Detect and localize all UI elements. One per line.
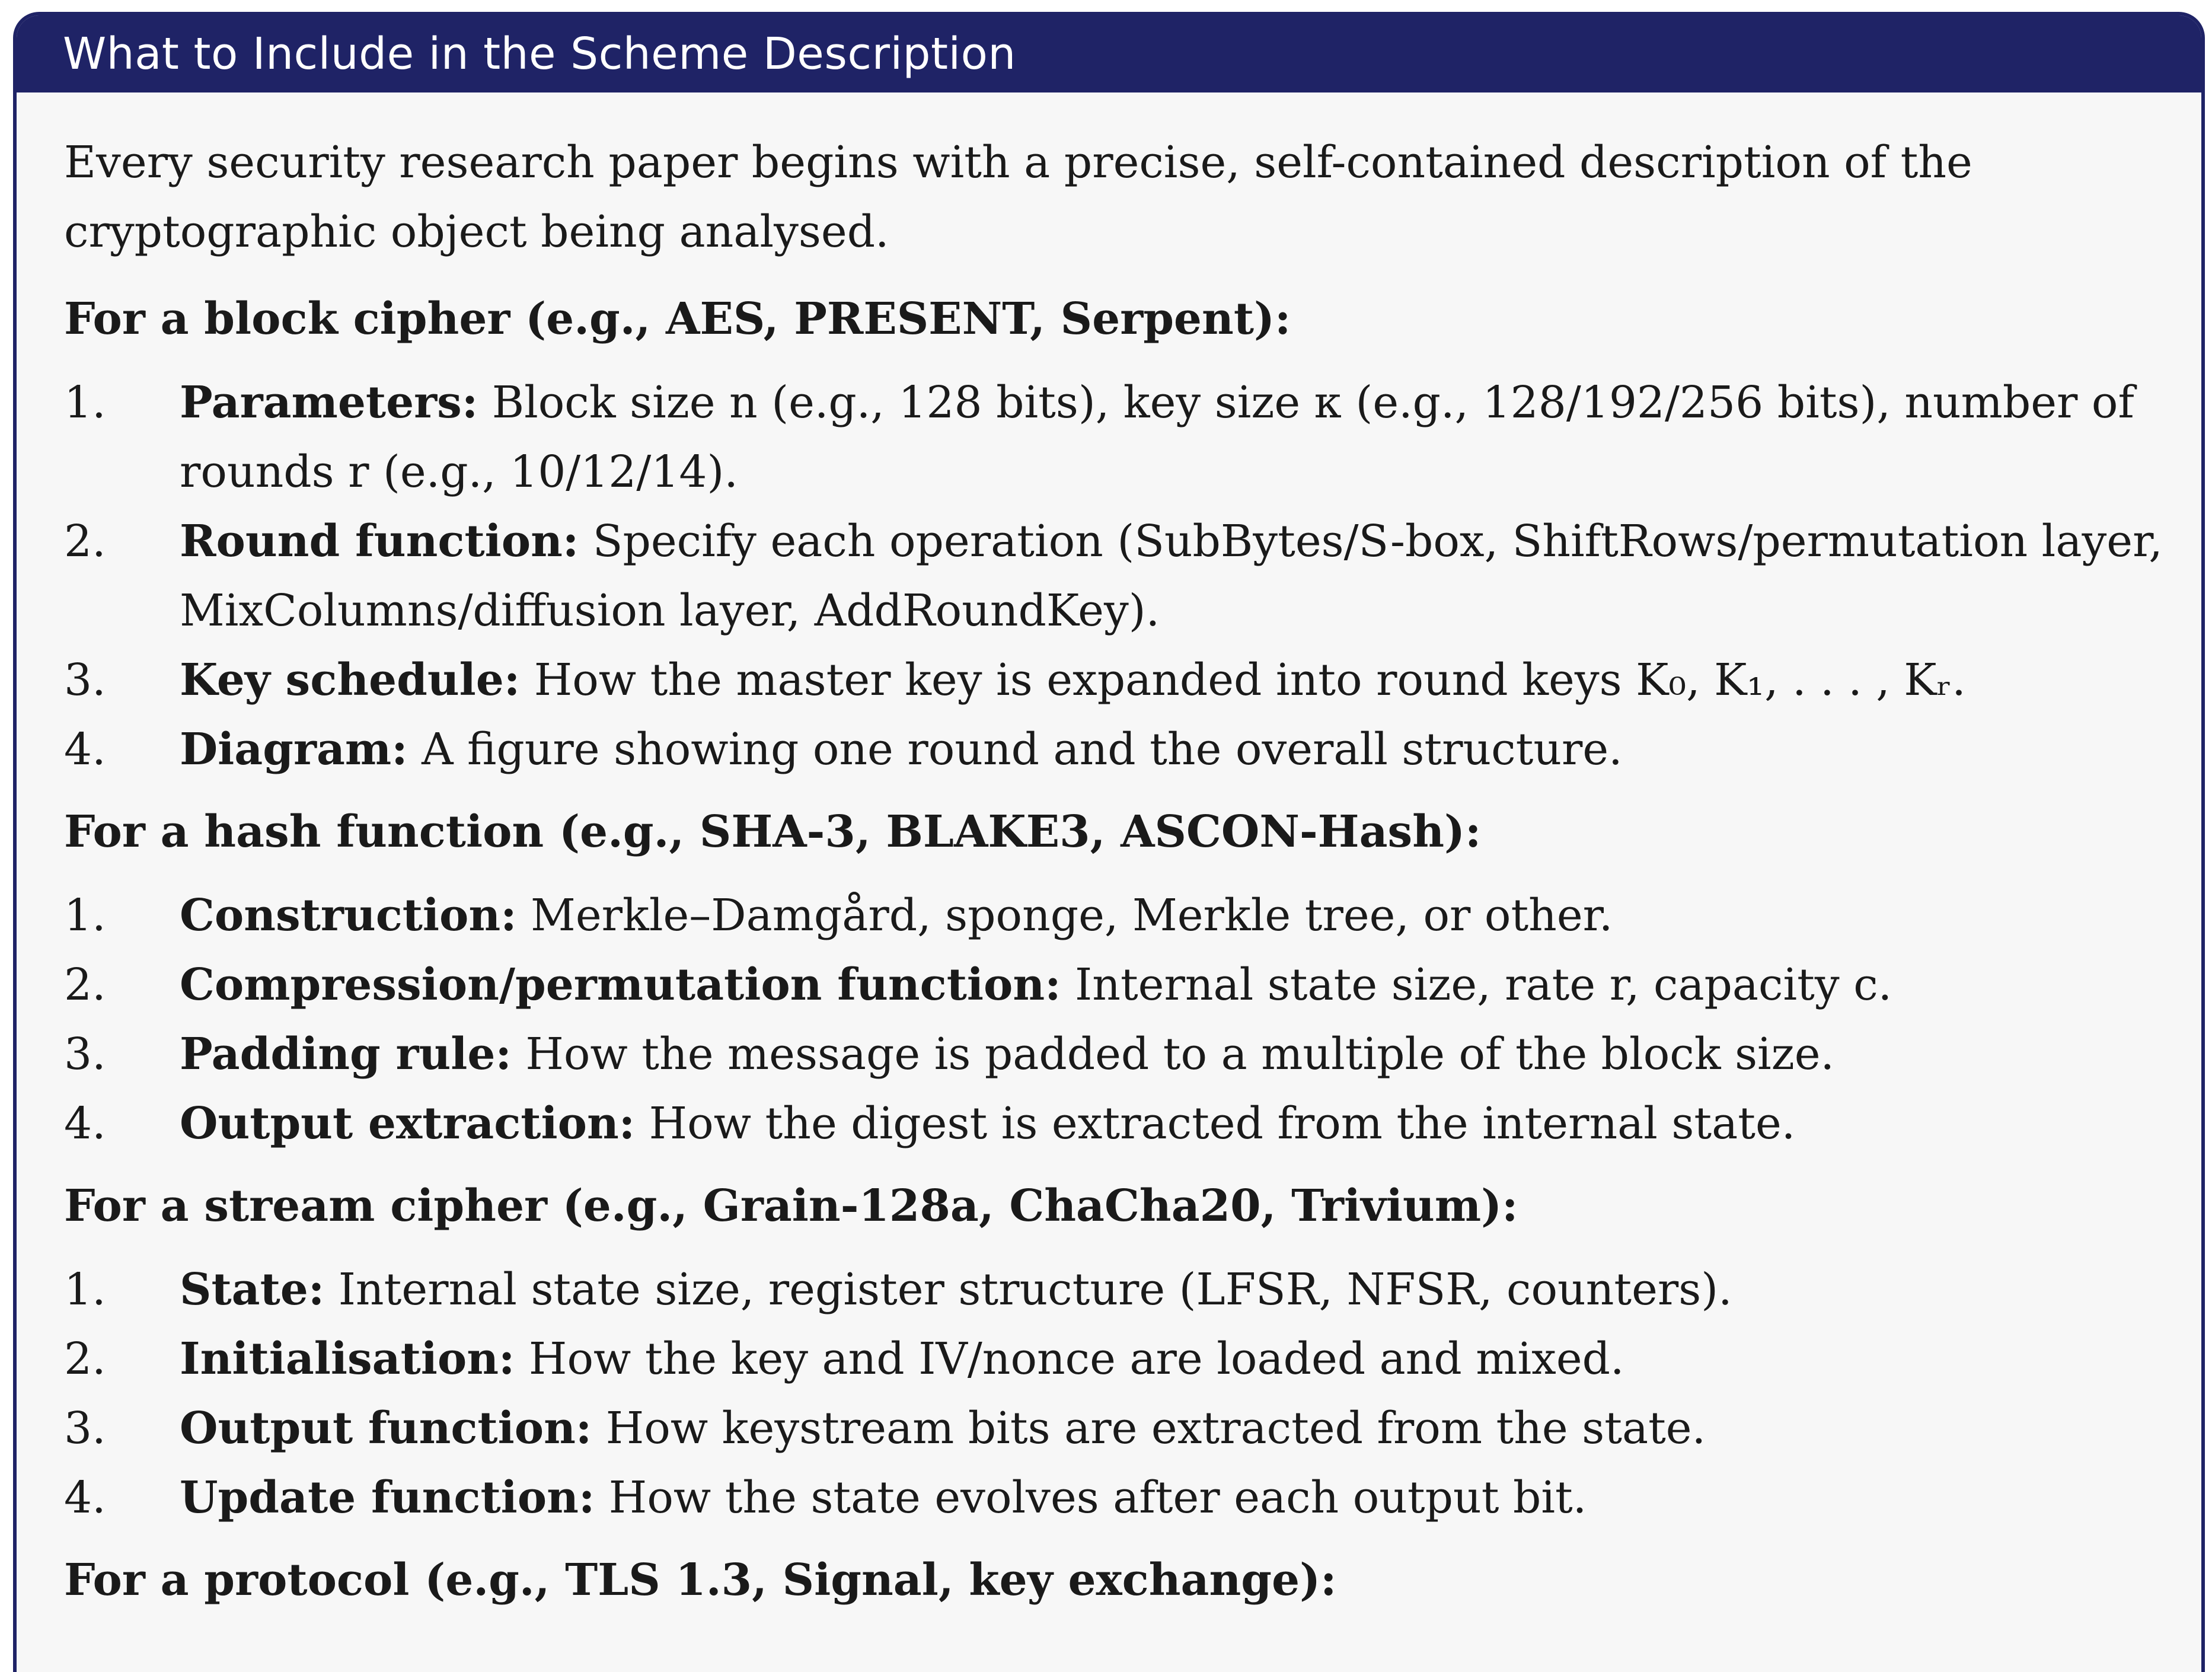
- list-item: [64, 1325, 2166, 1394]
- section-heading-stream-cipher: For a stream cipher (e.g., Grain-128a, ChaCha20, Trivium):: [64, 1180, 1518, 1231]
- item-number: 4.: [64, 1472, 106, 1523]
- item-text: Block size n (e.g., 128 bits), key size κ (e.g., 128/192/256 bits), number of rounds r (e.g., 10/12/14).: [180, 377, 2134, 497]
- item-label: State:: [180, 1264, 325, 1315]
- item-text: How the key and IV/nonce are loaded and mixed.: [528, 1333, 1624, 1384]
- item-text: How keystream bits are extracted from the state.: [605, 1403, 1706, 1454]
- item-text: How the master key is expanded into round keys K₀, K₁, . . . , Kᵣ.: [534, 655, 1966, 706]
- item-number: 4.: [64, 1098, 106, 1149]
- list-item: [64, 1089, 2166, 1159]
- item-text: Merkle–Damgård, sponge, Merkle tree, or other.: [531, 890, 1613, 941]
- list-item: [64, 881, 2166, 950]
- section-heading-protocol: For a protocol (e.g., TLS 1.3, Signal, key exchange):: [64, 1555, 1337, 1606]
- list-item: [64, 646, 2166, 715]
- item-text: A figure showing one round and the overall structure.: [422, 724, 1623, 775]
- item-text: Internal state size, rate r, capacity c.: [1075, 959, 1892, 1010]
- list-item: [64, 1020, 2166, 1089]
- item-label: Output function:: [180, 1403, 592, 1454]
- block-cipher-list: [64, 368, 2166, 784]
- item-label: Compression/permutation function:: [180, 959, 1061, 1010]
- item-number: 2.: [64, 1333, 106, 1384]
- list-item: [64, 950, 2166, 1020]
- box-title: What to Include in the Scheme Description: [17, 15, 2201, 92]
- item-number: 2.: [64, 516, 106, 567]
- item-number: 1.: [64, 377, 106, 428]
- section-heading-hash-function: For a hash function (e.g., SHA-3, BLAKE3, ASCON-Hash):: [64, 806, 1482, 857]
- item-label: Parameters:: [180, 377, 478, 428]
- item-text: How the digest is extracted from the internal state.: [649, 1098, 1796, 1149]
- section-heading-block-cipher: For a block cipher (e.g., AES, PRESENT, Serpent):: [64, 293, 1291, 344]
- box-body: [17, 92, 2201, 1615]
- item-number: 3.: [64, 655, 106, 706]
- item-label: Round function:: [180, 516, 579, 567]
- list-item: [64, 1394, 2166, 1463]
- hash-function-list: [64, 881, 2166, 1159]
- list-item: [64, 1255, 2166, 1325]
- stream-cipher-list: [64, 1255, 2166, 1533]
- item-number: 3.: [64, 1029, 106, 1080]
- item-label: Diagram:: [180, 724, 408, 775]
- item-label: Key schedule:: [180, 655, 521, 706]
- item-text: Specify each operation (SubBytes/S-box, ShiftRows/permutation layer, MixColumns/diffusion layer, AddRoundKey).: [180, 516, 2163, 636]
- list-item: [64, 507, 2166, 646]
- item-number: 3.: [64, 1403, 106, 1454]
- item-number: 1.: [64, 1264, 106, 1315]
- item-label: Padding rule:: [180, 1029, 512, 1080]
- list-item: [64, 715, 2166, 784]
- list-item: [64, 368, 2166, 507]
- scheme-description-box: [13, 12, 2205, 1672]
- intro-paragraph: Every security research paper begins with a precise, self-contained description of the cryptographic object being analysed.: [64, 137, 1972, 257]
- item-label: Construction:: [180, 890, 517, 941]
- item-label: Update function:: [180, 1472, 595, 1523]
- list-item: [64, 1463, 2166, 1533]
- item-text: How the message is padded to a multiple of the block size.: [525, 1029, 1835, 1080]
- item-number: 4.: [64, 724, 106, 775]
- item-number: 1.: [64, 890, 106, 941]
- item-text: Internal state size, register structure (LFSR, NFSR, counters).: [338, 1264, 1732, 1315]
- item-label: Initialisation:: [180, 1333, 515, 1384]
- item-text: How the state evolves after each output bit.: [608, 1472, 1587, 1523]
- item-number: 2.: [64, 959, 106, 1010]
- item-label: Output extraction:: [180, 1098, 636, 1149]
